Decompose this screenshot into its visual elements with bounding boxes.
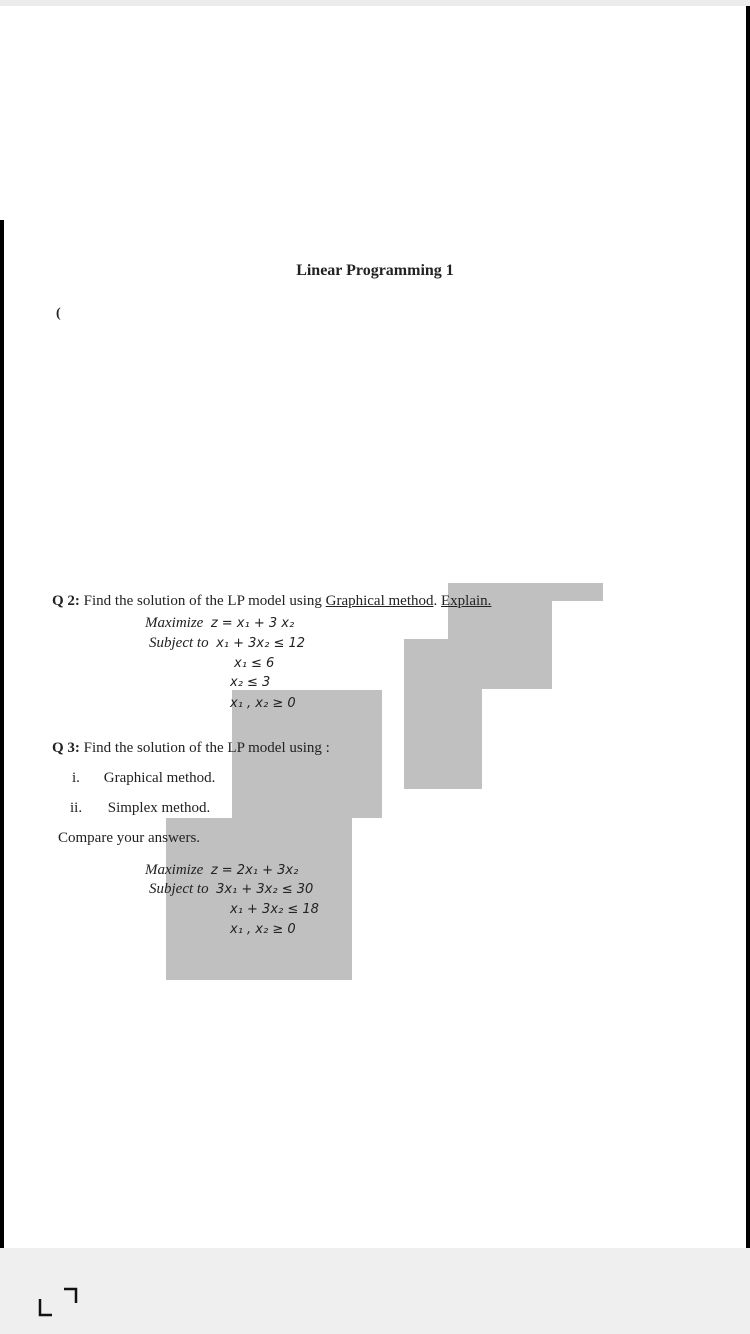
q3-subject-line bbox=[149, 881, 313, 898]
q2-label: Q 2: bbox=[52, 593, 80, 609]
q2-objective-line bbox=[145, 615, 294, 632]
page-title: Linear Programming 1 bbox=[296, 262, 454, 279]
q3-method-text: Simplex method. bbox=[107, 800, 211, 816]
q3-heading bbox=[52, 740, 330, 757]
q3-constraint: 3x₁ + 3x₂ ≤ 30 bbox=[216, 882, 314, 897]
q3-subject-keyword: Subject to bbox=[149, 881, 209, 897]
bottom-toolbar bbox=[0, 1248, 750, 1334]
crop-icon[interactable] bbox=[38, 1287, 78, 1317]
q2-subject-line bbox=[149, 635, 305, 652]
q3-objective-line bbox=[145, 862, 298, 879]
stray-mark: ( bbox=[56, 306, 61, 321]
q3-constraint: x₁ + 3x₂ ≤ 18 bbox=[230, 902, 319, 917]
q2-constraint: x₂ ≤ 3 bbox=[230, 675, 271, 690]
q2-constraint: x₁ ≤ 6 bbox=[234, 656, 275, 671]
q2-method: Graphical method bbox=[325, 593, 434, 609]
q3-method-number: i. bbox=[72, 770, 80, 786]
highlight-block bbox=[404, 639, 552, 689]
q2-objective: z = x₁ + 3 x₂ bbox=[210, 616, 295, 631]
q3-objective: z = 2x₁ + 3x₂ bbox=[210, 863, 299, 878]
q2-subject-keyword: Subject to bbox=[149, 635, 209, 651]
document-page bbox=[4, 220, 746, 1248]
q3-maximize-keyword: Maximize bbox=[145, 862, 204, 878]
q3-compare: Compare your answers. bbox=[58, 830, 201, 846]
q3-method-number: ii. bbox=[70, 800, 83, 816]
q2-explain: Explain. bbox=[441, 593, 492, 609]
q3-label: Q 3: bbox=[52, 740, 80, 756]
blank-header-area bbox=[0, 6, 746, 220]
q3-method-item bbox=[70, 800, 210, 817]
highlight-block bbox=[404, 689, 482, 789]
q3-method-text: Graphical method. bbox=[103, 770, 216, 786]
q2-constraint: x₁ + 3x₂ ≤ 12 bbox=[216, 636, 306, 651]
q3-method-item bbox=[72, 770, 215, 787]
q2-maximize-keyword: Maximize bbox=[145, 615, 204, 631]
q2-heading: Q 2: Find the solution of the LP model using Graphical method. Explain. bbox=[52, 593, 492, 609]
q2-constraint: x₁ , x₂ ≥ 0 bbox=[230, 696, 296, 711]
q3-prompt: Find the solution of the LP model using : bbox=[83, 740, 330, 756]
q2-prompt: Find the solution of the LP model using bbox=[83, 593, 322, 609]
q3-constraint: x₁ , x₂ ≥ 0 bbox=[230, 922, 296, 937]
